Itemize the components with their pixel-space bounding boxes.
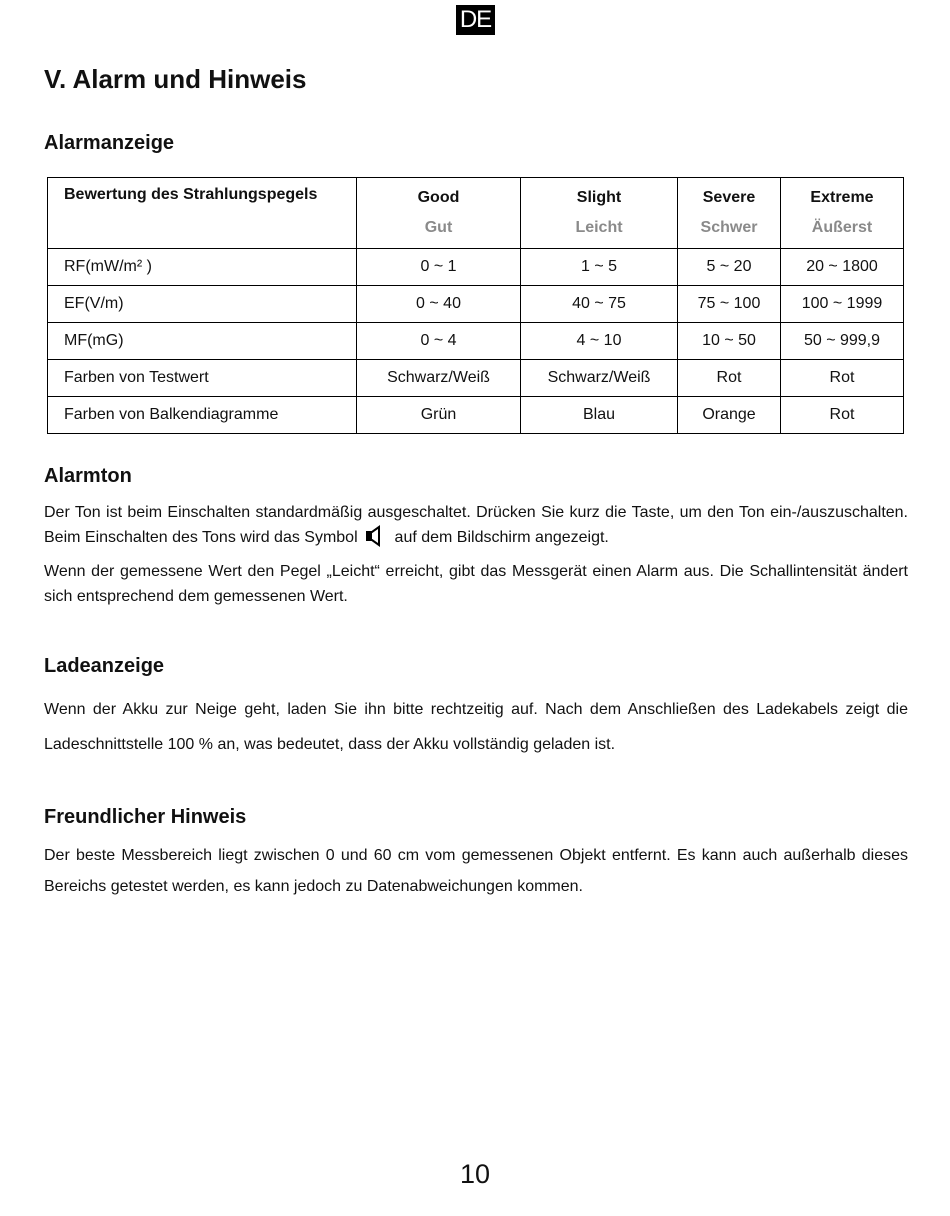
table-cell: 50 ~ 999,9 bbox=[781, 323, 904, 360]
table-header-level: Extreme Äußerst bbox=[781, 178, 904, 249]
table-cell: 0 ~ 4 bbox=[357, 323, 521, 360]
table-cell: Orange bbox=[678, 397, 781, 434]
row-label: Farben von Balkendiagramme bbox=[48, 397, 357, 434]
table-row bbox=[48, 323, 904, 360]
alarm-display-heading: Alarmanzeige bbox=[44, 132, 175, 154]
alarm-level-table bbox=[47, 177, 904, 434]
table-row bbox=[48, 360, 904, 397]
table-cell: Blau bbox=[521, 397, 678, 434]
alarm-tone-heading: Alarmton bbox=[44, 465, 132, 487]
page-title: V. Alarm und Hinweis bbox=[44, 64, 307, 94]
table-cell: 75 ~ 100 bbox=[678, 286, 781, 323]
table-cell: 100 ~ 1999 bbox=[781, 286, 904, 323]
table-cell: Schwarz/Weiß bbox=[357, 360, 521, 397]
table-cell: 1 ~ 5 bbox=[521, 249, 678, 286]
charge-display-heading: Ladeanzeige bbox=[44, 655, 165, 677]
table-row bbox=[48, 286, 904, 323]
table-cell: Rot bbox=[678, 360, 781, 397]
table-cell: 5 ~ 20 bbox=[678, 249, 781, 286]
table-cell: Grün bbox=[357, 397, 521, 434]
row-label: RF(mW/m² ) bbox=[48, 249, 357, 286]
table-cell: Rot bbox=[781, 360, 904, 397]
table-header-row bbox=[48, 178, 904, 249]
table-row bbox=[48, 249, 904, 286]
table-cell: Rot bbox=[781, 397, 904, 434]
table-header-level: Good Gut bbox=[357, 178, 521, 249]
table-header-rating: Bewertung des Strahlungspegels bbox=[48, 178, 357, 249]
row-label: MF(mG) bbox=[48, 323, 357, 360]
table-cell: 10 ~ 50 bbox=[678, 323, 781, 360]
friendly-note-heading: Freundlicher Hinweis bbox=[44, 806, 247, 828]
table-cell: 0 ~ 1 bbox=[357, 249, 521, 286]
alarm-tone-paragraph-2: Wenn der gemessene Wert den Pegel „Leicht“ erreicht, gibt das Messgerät einen Alarm aus. Die Schallintensität ändert sich entsprechend dem gemessenen Wert. bbox=[44, 563, 908, 605]
language-badge: DE bbox=[456, 5, 495, 35]
alarm-tone-paragraph-1: Der Ton ist beim Einschalten standardmäßig ausgeschaltet. Drücken Sie kurz die Taste, um den Ton ein-/auszuschalten. Beim Einschalten des Tons wird das Symbol auf dem Bildschirm angezeigt. bbox=[44, 504, 908, 546]
speaker-icon bbox=[365, 525, 387, 547]
table-header-level: Slight Leicht bbox=[521, 178, 678, 249]
table-row bbox=[48, 397, 904, 434]
table-header-level: Severe Schwer bbox=[678, 178, 781, 249]
table-cell: 20 ~ 1800 bbox=[781, 249, 904, 286]
row-label: Farben von Testwert bbox=[48, 360, 357, 397]
table-cell: Schwarz/Weiß bbox=[521, 360, 678, 397]
table-cell: 40 ~ 75 bbox=[521, 286, 678, 323]
table-cell: 4 ~ 10 bbox=[521, 323, 678, 360]
row-label: EF(V/m) bbox=[48, 286, 357, 323]
page-number: 10 bbox=[459, 1159, 491, 1189]
charge-display-paragraph: Wenn der Akku zur Neige geht, laden Sie ihn bitte rechtzeitig auf. Nach dem Anschließen des Ladekabels zeigt die Ladeschnittstelle 100 % an, was bedeutet, dass der Akku vollständig geladen ist. bbox=[44, 701, 908, 753]
table-cell: 0 ~ 40 bbox=[357, 286, 521, 323]
friendly-note-paragraph: Der beste Messbereich liegt zwischen 0 und 60 cm vom gemessenen Objekt entfernt. Es kann auch außerhalb dieses Bereichs getestet werden, es kann jedoch zu Datenabweichungen kommen. bbox=[44, 847, 908, 895]
